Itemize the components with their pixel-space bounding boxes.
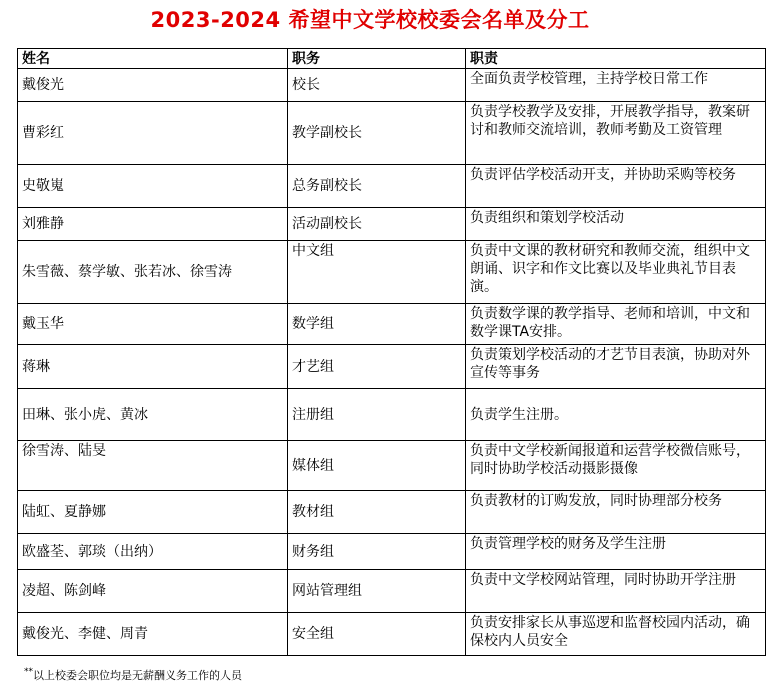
footnote-mark: **: [24, 667, 33, 677]
member-role: 注册组: [288, 389, 466, 441]
member-name: 欧盛荃、郭琰（出纳）: [18, 534, 288, 570]
member-role: 网站管理组: [288, 570, 466, 613]
member-duty: 负责中文课的教材研究和教师交流，组织中文朗诵、识字和作文比赛以及毕业典礼节目表演。: [466, 241, 766, 304]
member-role: 中文组: [288, 241, 466, 304]
member-name: 刘雅静: [18, 208, 288, 241]
column-header-duty: 职责: [466, 49, 766, 69]
member-duty: 负责评估学校活动开支，并协助采购等校务: [466, 165, 766, 208]
page-title: 2023-2024 希望中文学校校委会名单及分工: [150, 8, 590, 32]
table-row: [18, 534, 766, 570]
member-role: 活动副校长: [288, 208, 466, 241]
member-role: 媒体组: [288, 441, 466, 491]
member-name: 戴俊光: [18, 69, 288, 102]
table-row: [18, 69, 766, 102]
table-row: [18, 389, 766, 441]
column-header-name: 姓名: [18, 49, 288, 69]
member-name: 史敬嵬: [18, 165, 288, 208]
member-role: 总务副校长: [288, 165, 466, 208]
member-role: 财务组: [288, 534, 466, 570]
member-duty: 负责学校教学及安排，开展教学指导，教案研讨和教师交流培训，教师考勤及工资管理: [466, 102, 766, 165]
member-name: 徐雪涛、陆旻: [18, 441, 288, 491]
member-duty: 负责中文学校网站管理，同时协助开学注册: [466, 570, 766, 613]
table-row: [18, 491, 766, 534]
member-duty: 负责学生注册。: [466, 389, 766, 441]
table-row: [18, 241, 766, 304]
table-row: [18, 165, 766, 208]
member-name: 蒋琳: [18, 345, 288, 389]
member-duty: 负责安排家长从事巡逻和监督校园内活动，确保校内人员安全: [466, 613, 766, 656]
committee-table: [17, 48, 766, 656]
member-duty: 负责中文学校新闻报道和运营学校微信账号，同时协助学校活动摄影摄像: [466, 441, 766, 491]
table-row: [18, 441, 766, 491]
table-row: [18, 304, 766, 345]
table-row: [18, 345, 766, 389]
table-row: [18, 570, 766, 613]
footnote: [24, 667, 242, 683]
member-name: 朱雪薇、蔡学敏、张若冰、徐雪涛: [18, 241, 288, 304]
table-row: [18, 208, 766, 241]
member-role: 教学副校长: [288, 102, 466, 165]
member-role: 数学组: [288, 304, 466, 345]
column-header-role: 职务: [288, 49, 466, 69]
member-name: 戴玉华: [18, 304, 288, 345]
member-duty: 负责数学课的教学指导、老师和培训，中文和数学课TA安排。: [466, 304, 766, 345]
member-name: 陆虹、夏静娜: [18, 491, 288, 534]
member-name: 凌超、陈剑峰: [18, 570, 288, 613]
member-duty: 负责策划学校活动的才艺节目表演，协助对外宣传等事务: [466, 345, 766, 389]
table-row: [18, 613, 766, 656]
member-name: 曹彩红: [18, 102, 288, 165]
member-role: 教材组: [288, 491, 466, 534]
member-role: 安全组: [288, 613, 466, 656]
member-duty: 负责管理学校的财务及学生注册: [466, 534, 766, 570]
member-name: 戴俊光、李健、周青: [18, 613, 288, 656]
member-duty: 全面负责学校管理，主持学校日常工作: [466, 69, 766, 102]
member-duty: 负责教材的订购发放，同时协理部分校务: [466, 491, 766, 534]
member-duty: 负责组织和策划学校活动: [466, 208, 766, 241]
member-role: 校长: [288, 69, 466, 102]
member-name: 田琳、张小虎、黄冰: [18, 389, 288, 441]
member-role: 才艺组: [288, 345, 466, 389]
table-header-row: [18, 49, 766, 69]
table-row: [18, 102, 766, 165]
footnote-text: 以上校委会职位均是无薪酬义务工作的人员: [33, 669, 242, 682]
